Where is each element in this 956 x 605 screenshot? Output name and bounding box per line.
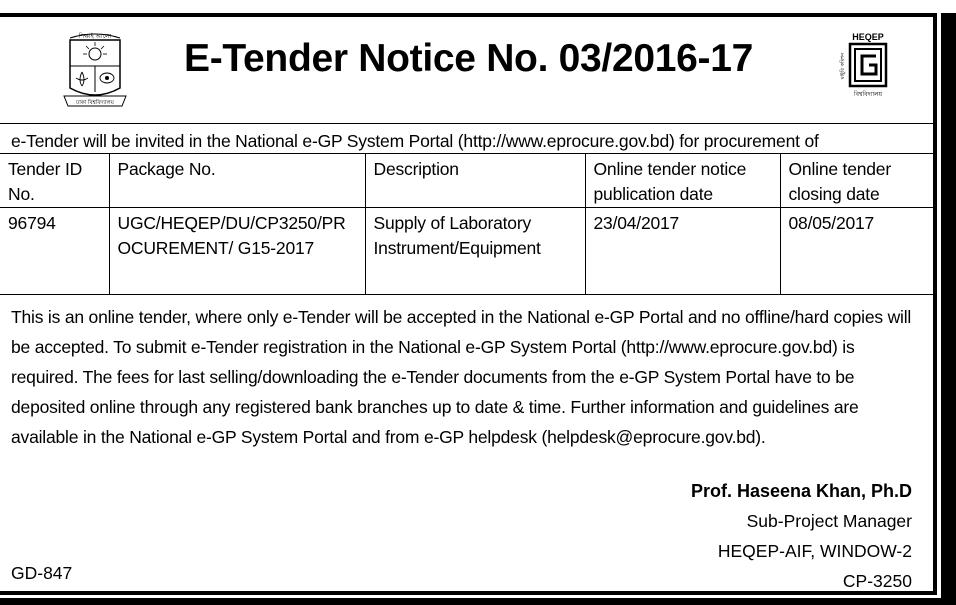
signatory-unit: HEQEP-AIF, WINDOW-2 [717,541,912,561]
seal-bottom-text: ঢাকা বিশ্ববিদ্যালয় [76,100,114,106]
bottom-border-bar [0,598,956,605]
heqep-bottom-text: বিশ্ববিদ্যালয় [853,91,883,98]
table-row [0,208,937,295]
body-paragraph: This is an online tender, where only e-Tender will be accepted in the National e-GP Portal and no offline/hard copies will be accepted. To submit e-Tender registration in the National e-GP System Portal (http://www.eprocure.gov.bd) is required. The fees for last selling/downloading the e-Tender documents from the e-GP System Portal have to be deposited online through any registered bank branches up to date & time. Further information and guidelines are available in the National e-GP System Portal and from e-GP helpdesk (helpdesk@eprocure.gov.bd). [11,307,912,447]
table-header-row [0,154,937,208]
cell-closing-date: 08/05/2017 [780,208,937,295]
code-left: GD-847 [11,563,73,583]
signature-block [691,476,912,596]
divider-line [0,123,937,124]
tender-table [0,153,937,295]
header-description: Description [365,154,585,208]
heqep-label: HEQEP [852,32,884,42]
cell-tender-id: 96794 [0,208,109,295]
seal-top-text: শিক্ষাই আলো [78,33,112,40]
header-publication-date: Online tender notice publication date [585,154,780,208]
header-tender-id: Tender ID No. [0,154,109,208]
signatory-role: Sub-Project Manager [746,511,912,531]
cell-package-no: UGC/HEQEP/DU/CP3250/PROCUREMENT/ G15-2017 [109,208,365,295]
header-closing-date: Online tender closing date [780,154,937,208]
cell-publication-date: 23/04/2017 [585,208,780,295]
notice-title: E-Tender Notice No. 03/2016-17 [184,37,753,80]
cell-description: Supply of Laboratory Instrument/Equipment [365,208,585,295]
right-border-bar [941,13,956,603]
intro-text: e-Tender will be invited in the National e-GP System Portal (http://www.eprocure.gov.bd) for procurement of [11,131,819,151]
signatory-name: Prof. Haseena Khan, Ph.D [690,481,912,501]
header-package-no: Package No. [109,154,365,208]
heqep-side-text: মঞ্জুরি কমিশন [840,52,846,80]
code-right: CP-3250 [842,571,912,591]
